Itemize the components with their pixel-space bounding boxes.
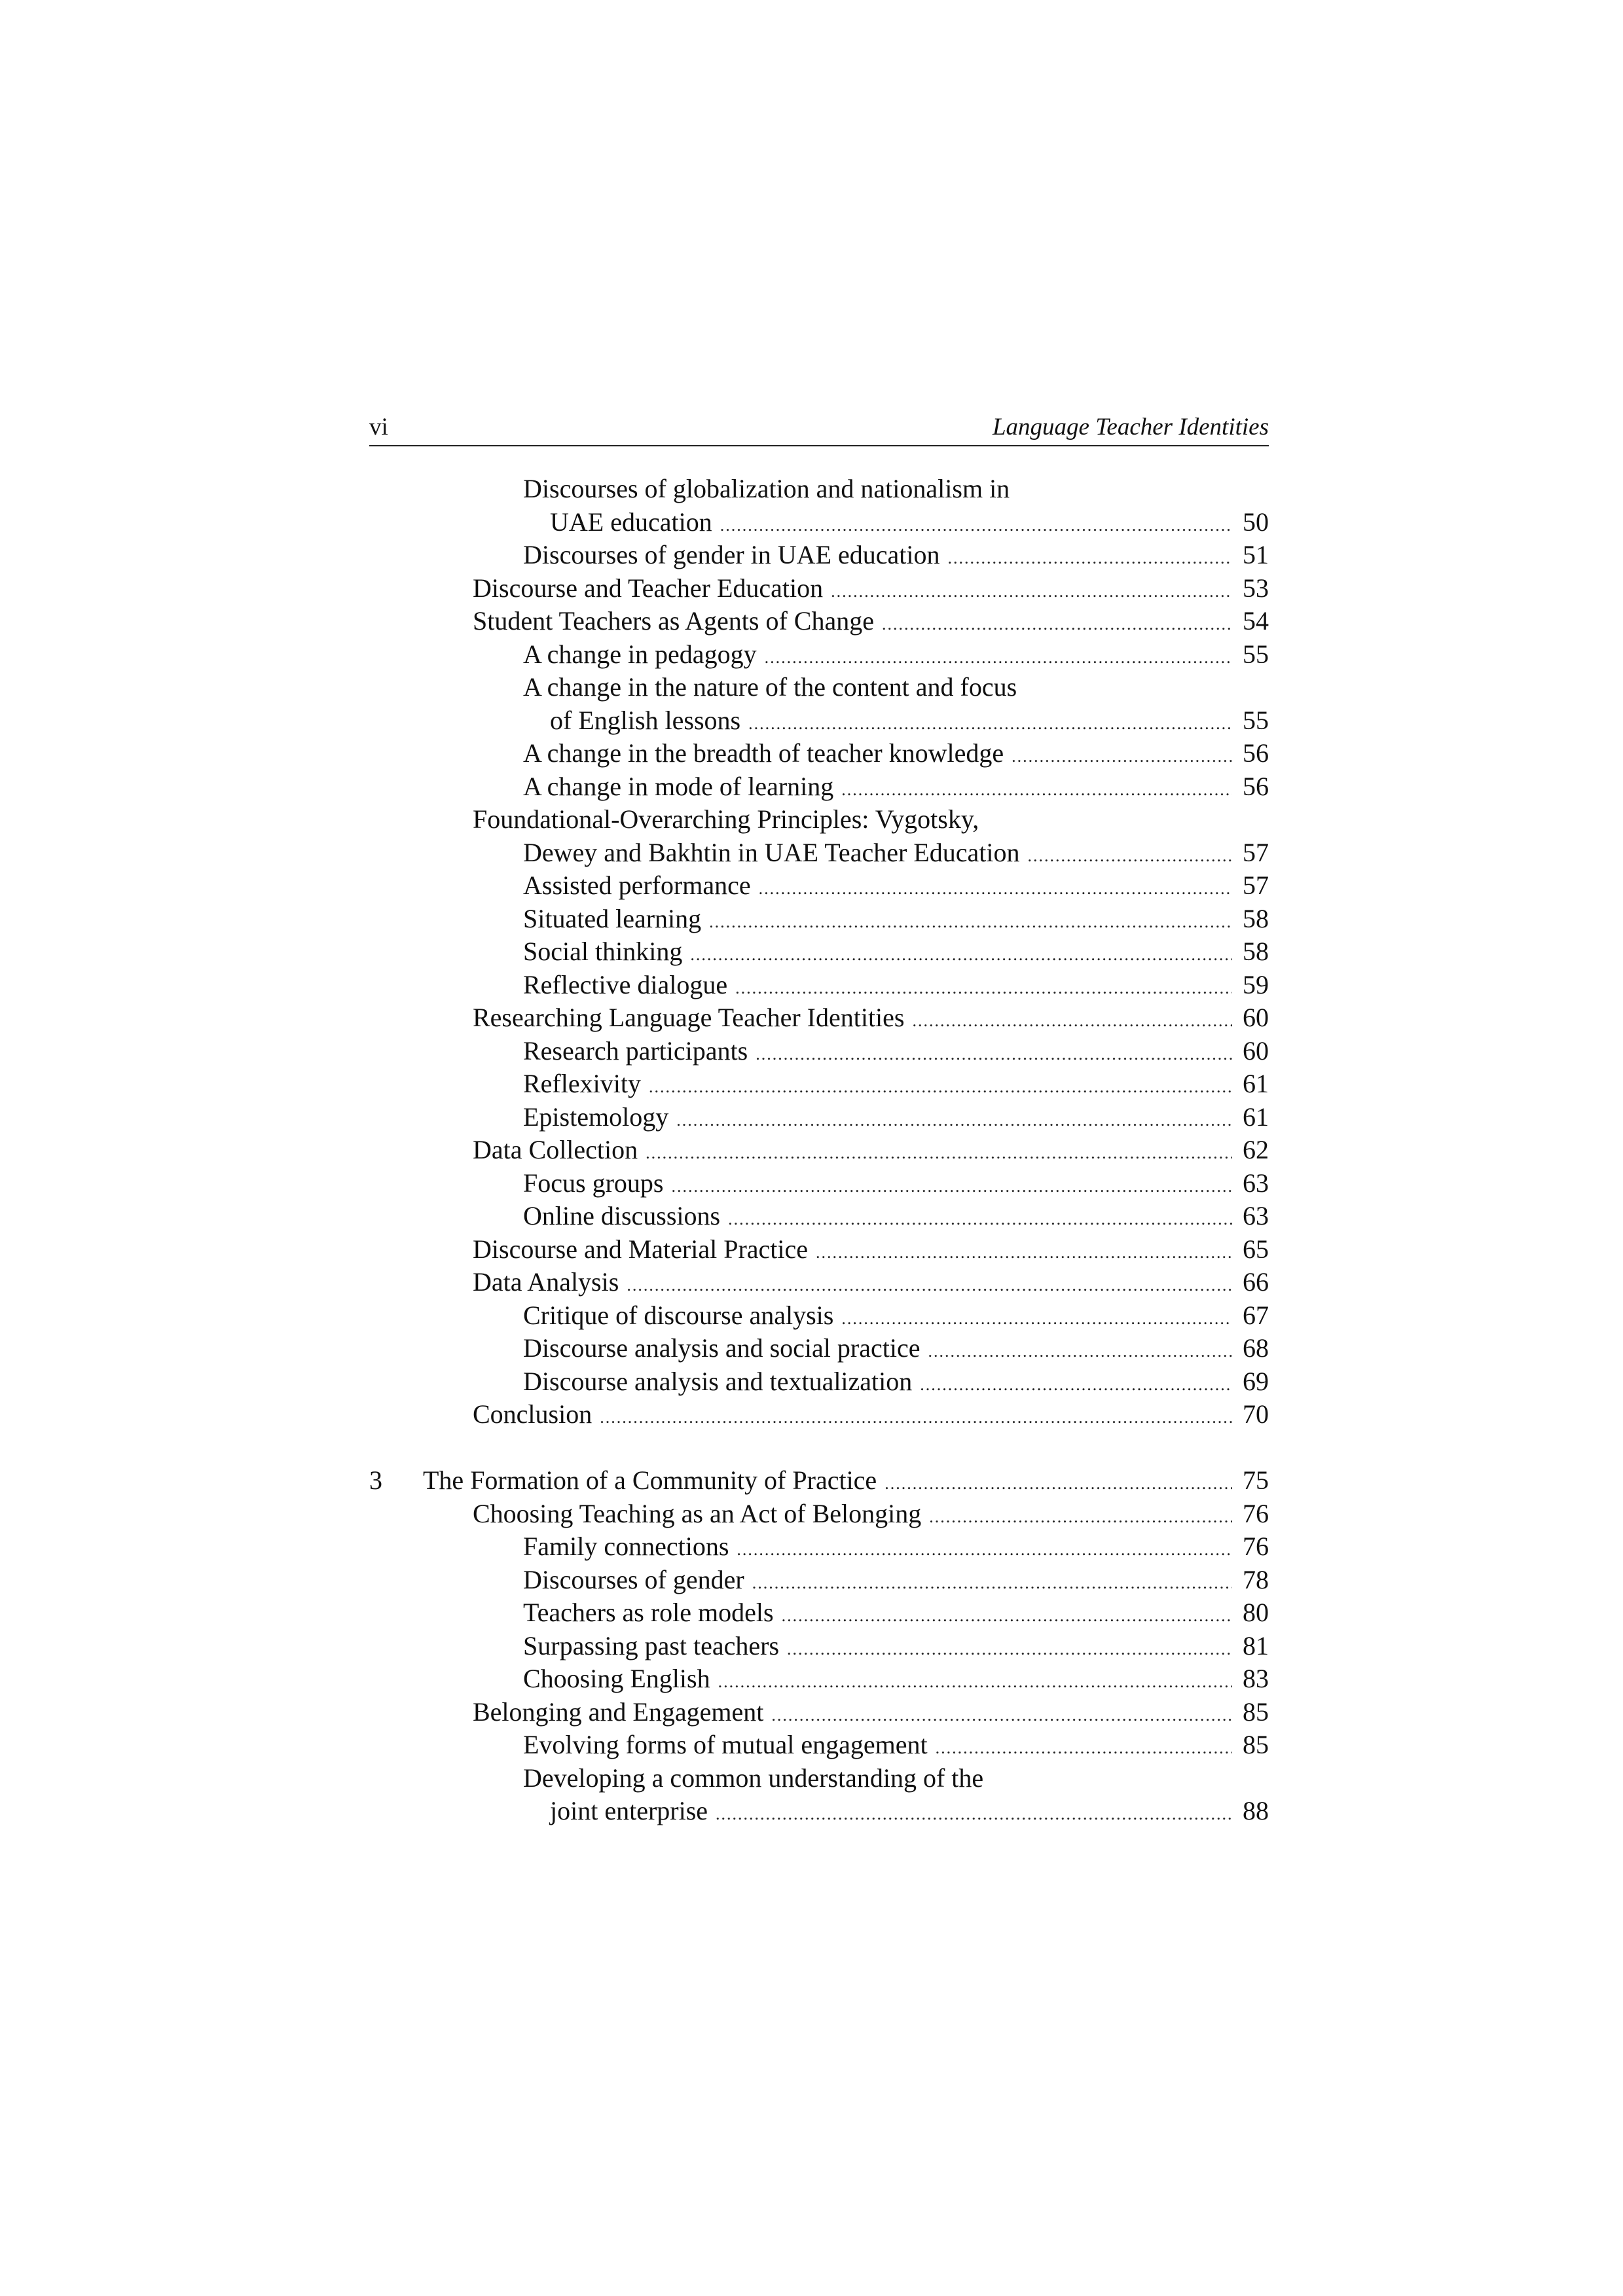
toc-entry: [369, 969, 1269, 1002]
dot-leader: [735, 972, 1232, 1005]
dot-leader: [841, 1302, 1232, 1336]
dot-leader: [947, 542, 1232, 575]
toc-entry-title: A change in pedagogy: [523, 639, 757, 669]
toc-entry: [369, 1134, 1269, 1167]
toc-entry-title: Teachers as role models: [523, 1598, 774, 1627]
page-header: [369, 412, 1269, 446]
toc-entry: [369, 1398, 1269, 1431]
toc-entry: [369, 1299, 1269, 1333]
toc-entry-page: 56: [1243, 771, 1269, 801]
toc-entry-page: 61: [1243, 1069, 1269, 1098]
toc-entry-page: 50: [1243, 507, 1269, 537]
dot-leader: [1027, 840, 1232, 873]
toc-entry-title: Choosing Teaching as an Act of Belonging: [473, 1498, 922, 1528]
toc-entry-page: 80: [1243, 1598, 1269, 1627]
dot-leader: [752, 1567, 1232, 1600]
toc-entry-page: 69: [1243, 1366, 1269, 1396]
toc-entry: [369, 1167, 1269, 1200]
dot-leader: [676, 1104, 1232, 1138]
toc-entry: [369, 1200, 1269, 1233]
toc-entry-title: of English lessons: [550, 705, 741, 735]
dot-leader: [816, 1236, 1232, 1270]
dot-leader: [756, 1038, 1232, 1071]
toc-entry-page: 51: [1243, 540, 1269, 569]
toc-entry: [369, 473, 1269, 506]
toc-entry-page: 57: [1243, 870, 1269, 900]
toc-entry: [369, 770, 1269, 804]
dot-leader: [748, 708, 1232, 741]
toc-entry-title: UAE education: [550, 507, 712, 537]
toc-entry: [369, 1696, 1269, 1729]
toc-entry-page: 68: [1243, 1333, 1269, 1363]
toc-entry: [369, 605, 1269, 638]
dot-leader: [771, 1699, 1232, 1732]
toc-entry: [369, 1001, 1269, 1035]
toc-entry: [369, 1233, 1269, 1266]
chapter-number: 3: [369, 1465, 382, 1495]
toc-entry-title: Foundational-Overarching Principles: Vygotsky,: [473, 804, 979, 834]
toc-entry-page: 53: [1243, 573, 1269, 603]
toc-entry-title: Situated learning: [523, 903, 702, 933]
dot-leader: [936, 1732, 1232, 1765]
dot-leader: [913, 1005, 1233, 1038]
toc-entry-title: Discourses of gender: [523, 1564, 744, 1594]
dot-leader: [671, 1170, 1232, 1204]
toc-entry-page: 58: [1243, 937, 1269, 966]
toc-entry-title: A change in the breadth of teacher knowledge: [523, 738, 1004, 768]
toc-entry-page: 78: [1243, 1564, 1269, 1594]
toc-entry: [369, 869, 1269, 903]
dot-leader: [1012, 740, 1232, 774]
toc-entry-page: 60: [1243, 1035, 1269, 1066]
toc-entry: [369, 903, 1269, 936]
toc-entry-title: Discourse and Material Practice: [473, 1234, 809, 1264]
toc-entry: [369, 671, 1269, 704]
toc-entry: [369, 1266, 1269, 1299]
toc-entry: [369, 1530, 1269, 1564]
toc-entry-title: Student Teachers as Agents of Change: [473, 606, 874, 636]
toc-entry: [369, 1498, 1269, 1531]
dot-leader: [728, 1203, 1232, 1236]
dot-leader: [627, 1269, 1232, 1302]
toc-entry-page: 63: [1243, 1168, 1269, 1198]
toc-entry-title: Conclusion: [473, 1399, 593, 1429]
toc-entry-page: 70: [1243, 1399, 1269, 1429]
toc-entry-title: joint enterprise: [550, 1796, 708, 1825]
toc-entry: [369, 1365, 1269, 1399]
dot-leader: [929, 1501, 1232, 1534]
dot-leader: [882, 608, 1232, 641]
dot-leader: [646, 1137, 1232, 1170]
toc-entry: [369, 1564, 1269, 1597]
toc-entry: [369, 1662, 1269, 1696]
toc-entry-title: Data Collection: [473, 1135, 638, 1164]
toc-entry-page: 66: [1243, 1267, 1269, 1297]
toc-entry: [369, 1067, 1269, 1101]
toc-entry: [369, 836, 1269, 870]
toc-entry-title: Discourse and Teacher Education: [473, 573, 824, 603]
toc-entry-title: Social thinking: [523, 937, 683, 966]
toc-entry: [369, 1596, 1269, 1630]
toc-entry-page: 60: [1243, 1003, 1269, 1032]
toc-entry-title: Developing a common understanding of the: [523, 1763, 984, 1793]
running-title: Language Teacher Identities: [992, 414, 1269, 440]
toc-entry-title: Family connections: [523, 1532, 729, 1561]
toc-entry-title: A change in mode of learning: [523, 771, 834, 801]
toc-entry-page: 63: [1243, 1201, 1269, 1230]
dot-leader: [649, 1071, 1232, 1104]
toc-entry-title: Evolving forms of mutual engagement: [523, 1730, 928, 1759]
table-of-contents: [369, 473, 1269, 1828]
toc-entry: [369, 1332, 1269, 1365]
toc-entry-title: Data Analysis: [473, 1267, 619, 1297]
toc-entry-title: Discourses of globalization and nationalism in: [523, 474, 1010, 503]
dot-leader: [928, 1335, 1232, 1369]
toc-entry-page: 58: [1243, 903, 1269, 933]
toc-entry-title: Choosing English: [523, 1664, 710, 1693]
toc-entry-page: 81: [1243, 1630, 1269, 1660]
dot-leader: [841, 774, 1232, 807]
dot-leader: [737, 1534, 1232, 1567]
toc-entry-page: 56: [1243, 738, 1269, 768]
toc-entry-title: Discourse analysis and social practice: [523, 1333, 921, 1363]
toc-chapter-entry: [369, 1464, 1269, 1498]
toc-entry: [369, 935, 1269, 969]
toc-entry: [369, 737, 1269, 770]
toc-entry: [369, 1630, 1269, 1663]
toc-entry-page: 83: [1243, 1664, 1269, 1693]
toc-entry-title: A change in the nature of the content and focus: [523, 672, 1017, 702]
toc-entry: [369, 572, 1269, 605]
toc-entry-title: Epistemology: [523, 1102, 669, 1132]
toc-entry-title: Online discussions: [523, 1201, 721, 1230]
toc-entry: [369, 1729, 1269, 1762]
toc-entry: [369, 506, 1269, 539]
toc-entry-page: 55: [1243, 705, 1269, 735]
toc-entry-title: Focus groups: [523, 1168, 664, 1198]
toc-entry-title: Reflexivity: [523, 1069, 641, 1098]
toc-entry-page: 54: [1243, 606, 1269, 636]
dot-leader: [718, 1666, 1232, 1699]
toc-entry-title: Reflective dialogue: [523, 969, 728, 999]
dot-leader: [709, 906, 1232, 939]
dot-leader: [600, 1401, 1232, 1435]
toc-entry: [369, 539, 1269, 572]
dot-leader: [765, 641, 1232, 675]
toc-entry-page: 67: [1243, 1300, 1269, 1330]
page-number: vi: [369, 414, 388, 440]
toc-entry-page: 85: [1243, 1730, 1269, 1759]
dot-leader: [884, 1467, 1232, 1501]
dot-leader: [759, 872, 1232, 906]
toc-entry-page: 57: [1243, 837, 1269, 867]
toc-entry: [369, 638, 1269, 672]
toc-entry-page: 76: [1243, 1498, 1269, 1528]
toc-entry: [369, 1101, 1269, 1134]
dot-leader: [920, 1369, 1232, 1402]
toc-entry-page: 85: [1243, 1696, 1269, 1727]
dot-leader: [716, 1798, 1232, 1831]
dot-leader: [831, 575, 1232, 609]
toc-entry: [369, 704, 1269, 738]
toc-entry-title: Belonging and Engagement: [473, 1696, 764, 1727]
toc-entry-page: 75: [1243, 1465, 1269, 1495]
dot-leader: [720, 509, 1232, 543]
toc-entry-title: The Formation of a Community of Practice: [423, 1465, 877, 1495]
toc-entry: [369, 1035, 1269, 1068]
toc-entry: [369, 1795, 1269, 1828]
toc-entry-title: Research participants: [523, 1035, 748, 1066]
toc-entry-page: 61: [1243, 1102, 1269, 1132]
dot-leader: [782, 1600, 1232, 1633]
toc-entry-title: Surpassing past teachers: [523, 1630, 780, 1660]
toc-entry-page: 55: [1243, 639, 1269, 669]
toc-entry: [369, 803, 1269, 836]
toc-entry-title: Researching Language Teacher Identities: [473, 1003, 905, 1032]
toc-entry-title: Dewey and Bakhtin in UAE Teacher Education: [523, 837, 1020, 867]
dot-leader: [787, 1633, 1232, 1666]
toc-entry-page: 65: [1243, 1234, 1269, 1264]
toc-entry-title: Discourses of gender in UAE education: [523, 540, 940, 569]
toc-entry-title: Discourse analysis and textualization: [523, 1366, 913, 1396]
toc-entry-page: 62: [1243, 1135, 1269, 1164]
toc-entry-page: 76: [1243, 1532, 1269, 1561]
toc-entry-title: Critique of discourse analysis: [523, 1300, 834, 1330]
toc-entry-page: 59: [1243, 969, 1269, 999]
toc-entry-title: Assisted performance: [523, 870, 751, 900]
toc-entry-page: 88: [1243, 1796, 1269, 1825]
dot-leader: [690, 939, 1232, 972]
toc-entry: [369, 1762, 1269, 1795]
